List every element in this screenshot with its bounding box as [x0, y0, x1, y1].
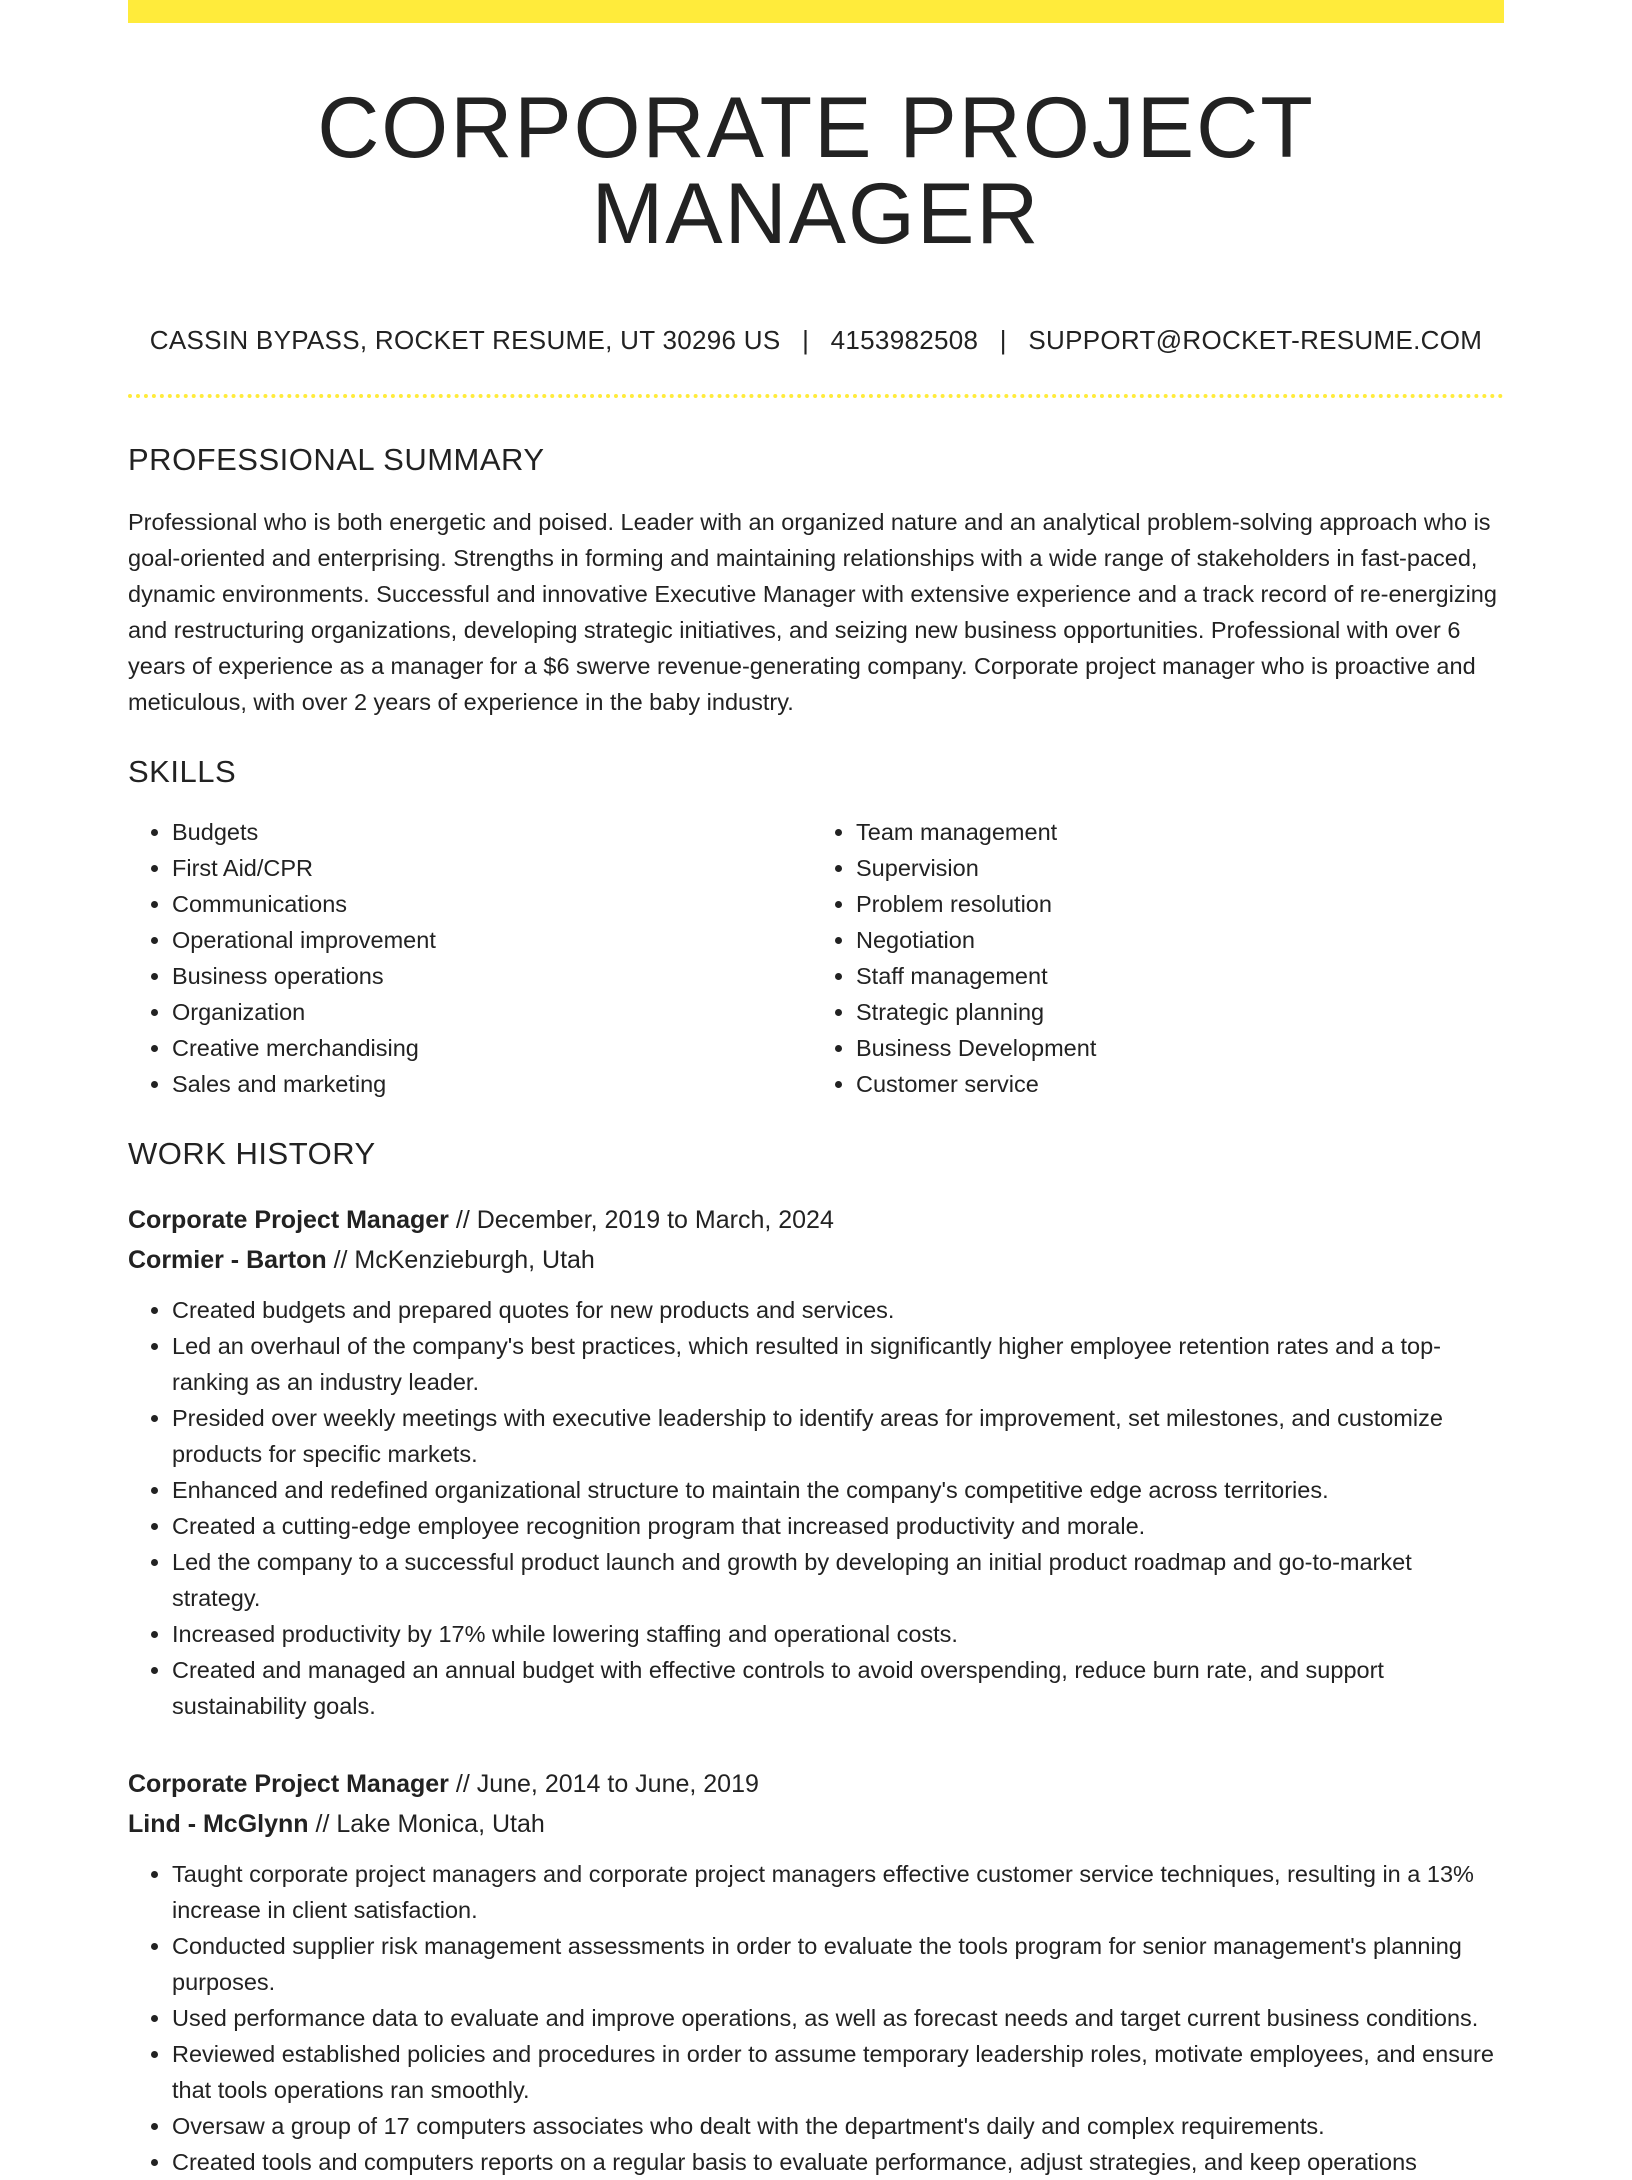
- job-role: Corporate Project Manager: [128, 1206, 449, 1234]
- skills-list: [128, 814, 1504, 1102]
- job-bullet: • Presided over weekly meetings with executive leadership to identify areas for improvement, set milestones, and customize products for specific markets.: [172, 1400, 1504, 1472]
- skill-item: • Organization: [172, 994, 806, 1030]
- contact-line: [128, 325, 1504, 356]
- resume-page: [128, 0, 1504, 2180]
- job-role-line: [128, 1764, 1504, 1804]
- skill-item: • Creative merchandising: [172, 1030, 806, 1066]
- skill-item: • Staff management: [856, 958, 1490, 994]
- skill-item: • Sales and marketing: [172, 1066, 806, 1102]
- accent-bar: [128, 0, 1504, 23]
- job-bullet: • Created a cutting-edge employee recognition program that increased productivity and morale.: [172, 1508, 1504, 1544]
- job-bullet: • Taught corporate project managers and corporate project managers effective customer service techniques, resulting in a 13% increase in client satisfaction.: [172, 1856, 1504, 1928]
- job-bullet: • Led an overhaul of the company's best practices, which resulted in significantly higher employee retention rates and a top-ranking as an industry leader.: [172, 1328, 1504, 1400]
- skill-item: • First Aid/CPR: [172, 850, 806, 886]
- job-company: Lind - McGlynn: [128, 1810, 309, 1838]
- job-company: Cormier - Barton: [128, 1246, 327, 1274]
- job-bullet: • Increased productivity by 17% while lowering staffing and operational costs.: [172, 1616, 1504, 1652]
- skill-item: • Negotiation: [856, 922, 1490, 958]
- job-bullet: • Created tools and computers reports on a regular basis to evaluate performance, adjust strategies, and keep operations: [172, 2144, 1504, 2180]
- skill-item: • Strategic planning: [856, 994, 1490, 1030]
- contact-email: SUPPORT@ROCKET-RESUME.COM: [1028, 325, 1483, 355]
- job-location: // McKenzieburgh, Utah: [333, 1246, 595, 1274]
- job-role-line: [128, 1200, 1504, 1240]
- job-entry: [128, 1764, 1504, 2180]
- header-divider: [128, 394, 1504, 398]
- skill-item: • Budgets: [172, 814, 806, 850]
- job-bullet: • Created budgets and prepared quotes for new products and services.: [172, 1292, 1504, 1328]
- job-dates: // June, 2014 to June, 2019: [455, 1770, 759, 1798]
- contact-separator: |: [999, 325, 1007, 355]
- skill-item: • Team management: [856, 814, 1490, 850]
- job-company-line: [128, 1240, 1504, 1280]
- contact-separator: |: [802, 325, 810, 355]
- skills-heading: SKILLS: [128, 754, 237, 789]
- job-bullet: • Oversaw a group of 17 computers associates who dealt with the department's daily and complex requirements.: [172, 2108, 1504, 2144]
- skill-item: • Business Development: [856, 1030, 1490, 1066]
- job-bullet: • Reviewed established policies and procedures in order to assume temporary leadership roles, motivate employees, and ensure that tools operations ran smoothly.: [172, 2036, 1504, 2108]
- summary-heading: PROFESSIONAL SUMMARY: [128, 442, 545, 477]
- skills-column-right: [806, 814, 1490, 1102]
- job-bullet: • Used performance data to evaluate and improve operations, as well as forecast needs and target current business conditions.: [172, 2000, 1504, 2036]
- job-bullet: • Led the company to a successful product launch and growth by developing an initial product roadmap and go-to-market strategy.: [172, 1544, 1504, 1616]
- job-bullets: [128, 1292, 1504, 1724]
- job-company-line: [128, 1804, 1504, 1844]
- job-bullet: • Created and managed an annual budget with effective controls to avoid overspending, reduce burn rate, and support sustainability goals.: [172, 1652, 1504, 1724]
- skill-item: • Operational improvement: [172, 922, 806, 958]
- skill-item: • Problem resolution: [856, 886, 1490, 922]
- skill-item: • Customer service: [856, 1066, 1490, 1102]
- skill-item: • Business operations: [172, 958, 806, 994]
- contact-address: CASSIN BYPASS, ROCKET RESUME, UT 30296 US: [149, 325, 781, 355]
- job-entry: [128, 1200, 1504, 1724]
- contact-phone: 4153982508: [830, 325, 979, 355]
- skill-item: • Communications: [172, 886, 806, 922]
- job-bullet: • Enhanced and redefined organizational structure to maintain the company's competitive edge across territories.: [172, 1472, 1504, 1508]
- job-dates: // December, 2019 to March, 2024: [455, 1206, 834, 1234]
- job-location: // Lake Monica, Utah: [315, 1810, 545, 1838]
- skill-item: • Supervision: [856, 850, 1490, 886]
- job-role: Corporate Project Manager: [128, 1770, 449, 1798]
- summary-text: Professional who is both energetic and poised. Leader with an organized nature and an analytical problem-solving approach who is goal-oriented and enterprising. Strengths in forming and maintaining relationships with a wide range of stakeholders in fast-paced, dynamic environments. Successful and innovative Executive Manager with extensive experience and a track record of re-energizing and restructuring organizations, developing strategic initiatives, and seizing new business opportunities. Professional with over 6 years of experience as a manager for a $6 swerve revenue-generating company. Corporate project manager who is proactive and meticulous, with over 2 years of experience in the baby industry.: [128, 509, 1497, 715]
- work-history-heading: WORK HISTORY: [128, 1136, 376, 1171]
- job-bullets: [128, 1856, 1504, 2180]
- job-bullet: • Conducted supplier risk management assessments in order to evaluate the tools program for senior management's planning purposes.: [172, 1928, 1504, 2000]
- skills-column-left: [128, 814, 806, 1102]
- candidate-title: CORPORATE PROJECT MANAGER: [317, 80, 1315, 262]
